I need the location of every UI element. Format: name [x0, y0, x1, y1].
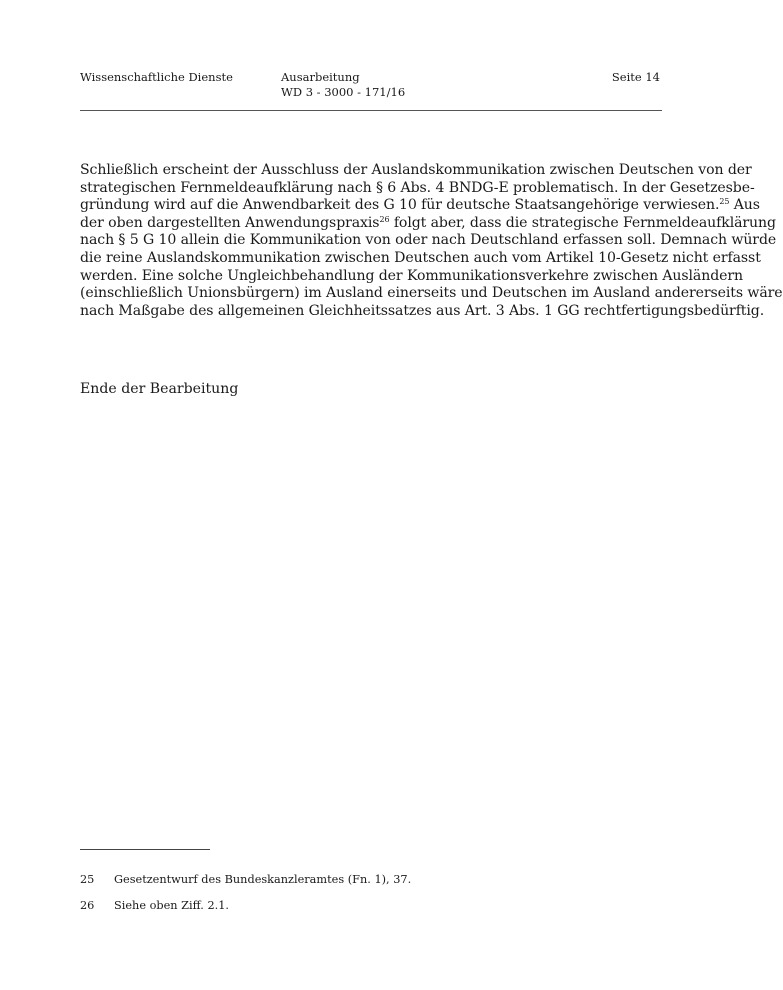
body-text-segment: folgt aber, dass die strategische Fernmeldeaufklärung [389, 214, 776, 231]
body-line: strategischen Fernmeldeaufklärung nach § 6 Abs. 4 BNDG-E problematisch. In der Gesetzesbe- [80, 179, 755, 196]
body-text-segment: der oben dargestellten Anwendungspraxis [80, 214, 380, 231]
header-document-number: WD 3 - 3000 - 171/16 [281, 85, 406, 99]
footnote-ref-25[interactable]: 25 [719, 197, 730, 207]
footnote-text: Gesetzentwurf des Bundeskanzleramtes (Fn. 1), 37. [114, 873, 412, 886]
body-text-segment: Aus [729, 197, 760, 214]
footnote-25 [80, 873, 411, 887]
body-line: nach § 5 G 10 allein die Kommunikation von oder nach Deutschland erfassen soll. Demnach würde [80, 232, 777, 249]
body-line: Schließlich erscheint der Ausschluss der Auslandskommunikation zwischen Deutschen von der [80, 162, 752, 178]
body-line: nach Maßgabe des allgemeinen Gleichheitssatzes aus Art. 3 Abs. 1 GG rechtfertigungsbedürftig. [80, 302, 765, 319]
body-line: werden. Eine solche Ungleichbehandlung der Kommunikationsverkehre zwischen Ausländern [80, 267, 743, 284]
footnote-divider [80, 849, 210, 850]
header-divider [80, 110, 662, 111]
end-of-document-text: Ende der Bearbeitung [80, 381, 239, 397]
body-text-segment: gründung wird auf die Anwendbarkeit des G 10 für deutsche Staatsangehörige verwiesen. [80, 197, 720, 214]
page-number: Seite 14 [611, 70, 660, 84]
footnote-ref-26[interactable]: 26 [379, 214, 390, 224]
header-document-info [281, 70, 405, 100]
body-paragraph [80, 162, 783, 320]
body-line [80, 197, 760, 215]
body-line: (einschließlich Unionsbürgern) im Ausland einerseits und Deutschen im Ausland andererseits wäre [80, 285, 783, 302]
body-line [80, 214, 776, 233]
header-document-type: Ausarbeitung [281, 70, 360, 84]
footnote-26 [80, 899, 229, 913]
body-line: die reine Auslandskommunikation zwischen Deutschen auch vom Artikel 10-Gesetz nicht erfasst [80, 249, 761, 266]
header-institution: Wissenschaftliche Dienste [80, 70, 233, 84]
footnote-text: Siehe oben Ziff. 2.1. [114, 899, 229, 912]
footnote-number: 25 [80, 873, 95, 886]
footnote-number: 26 [80, 899, 95, 912]
